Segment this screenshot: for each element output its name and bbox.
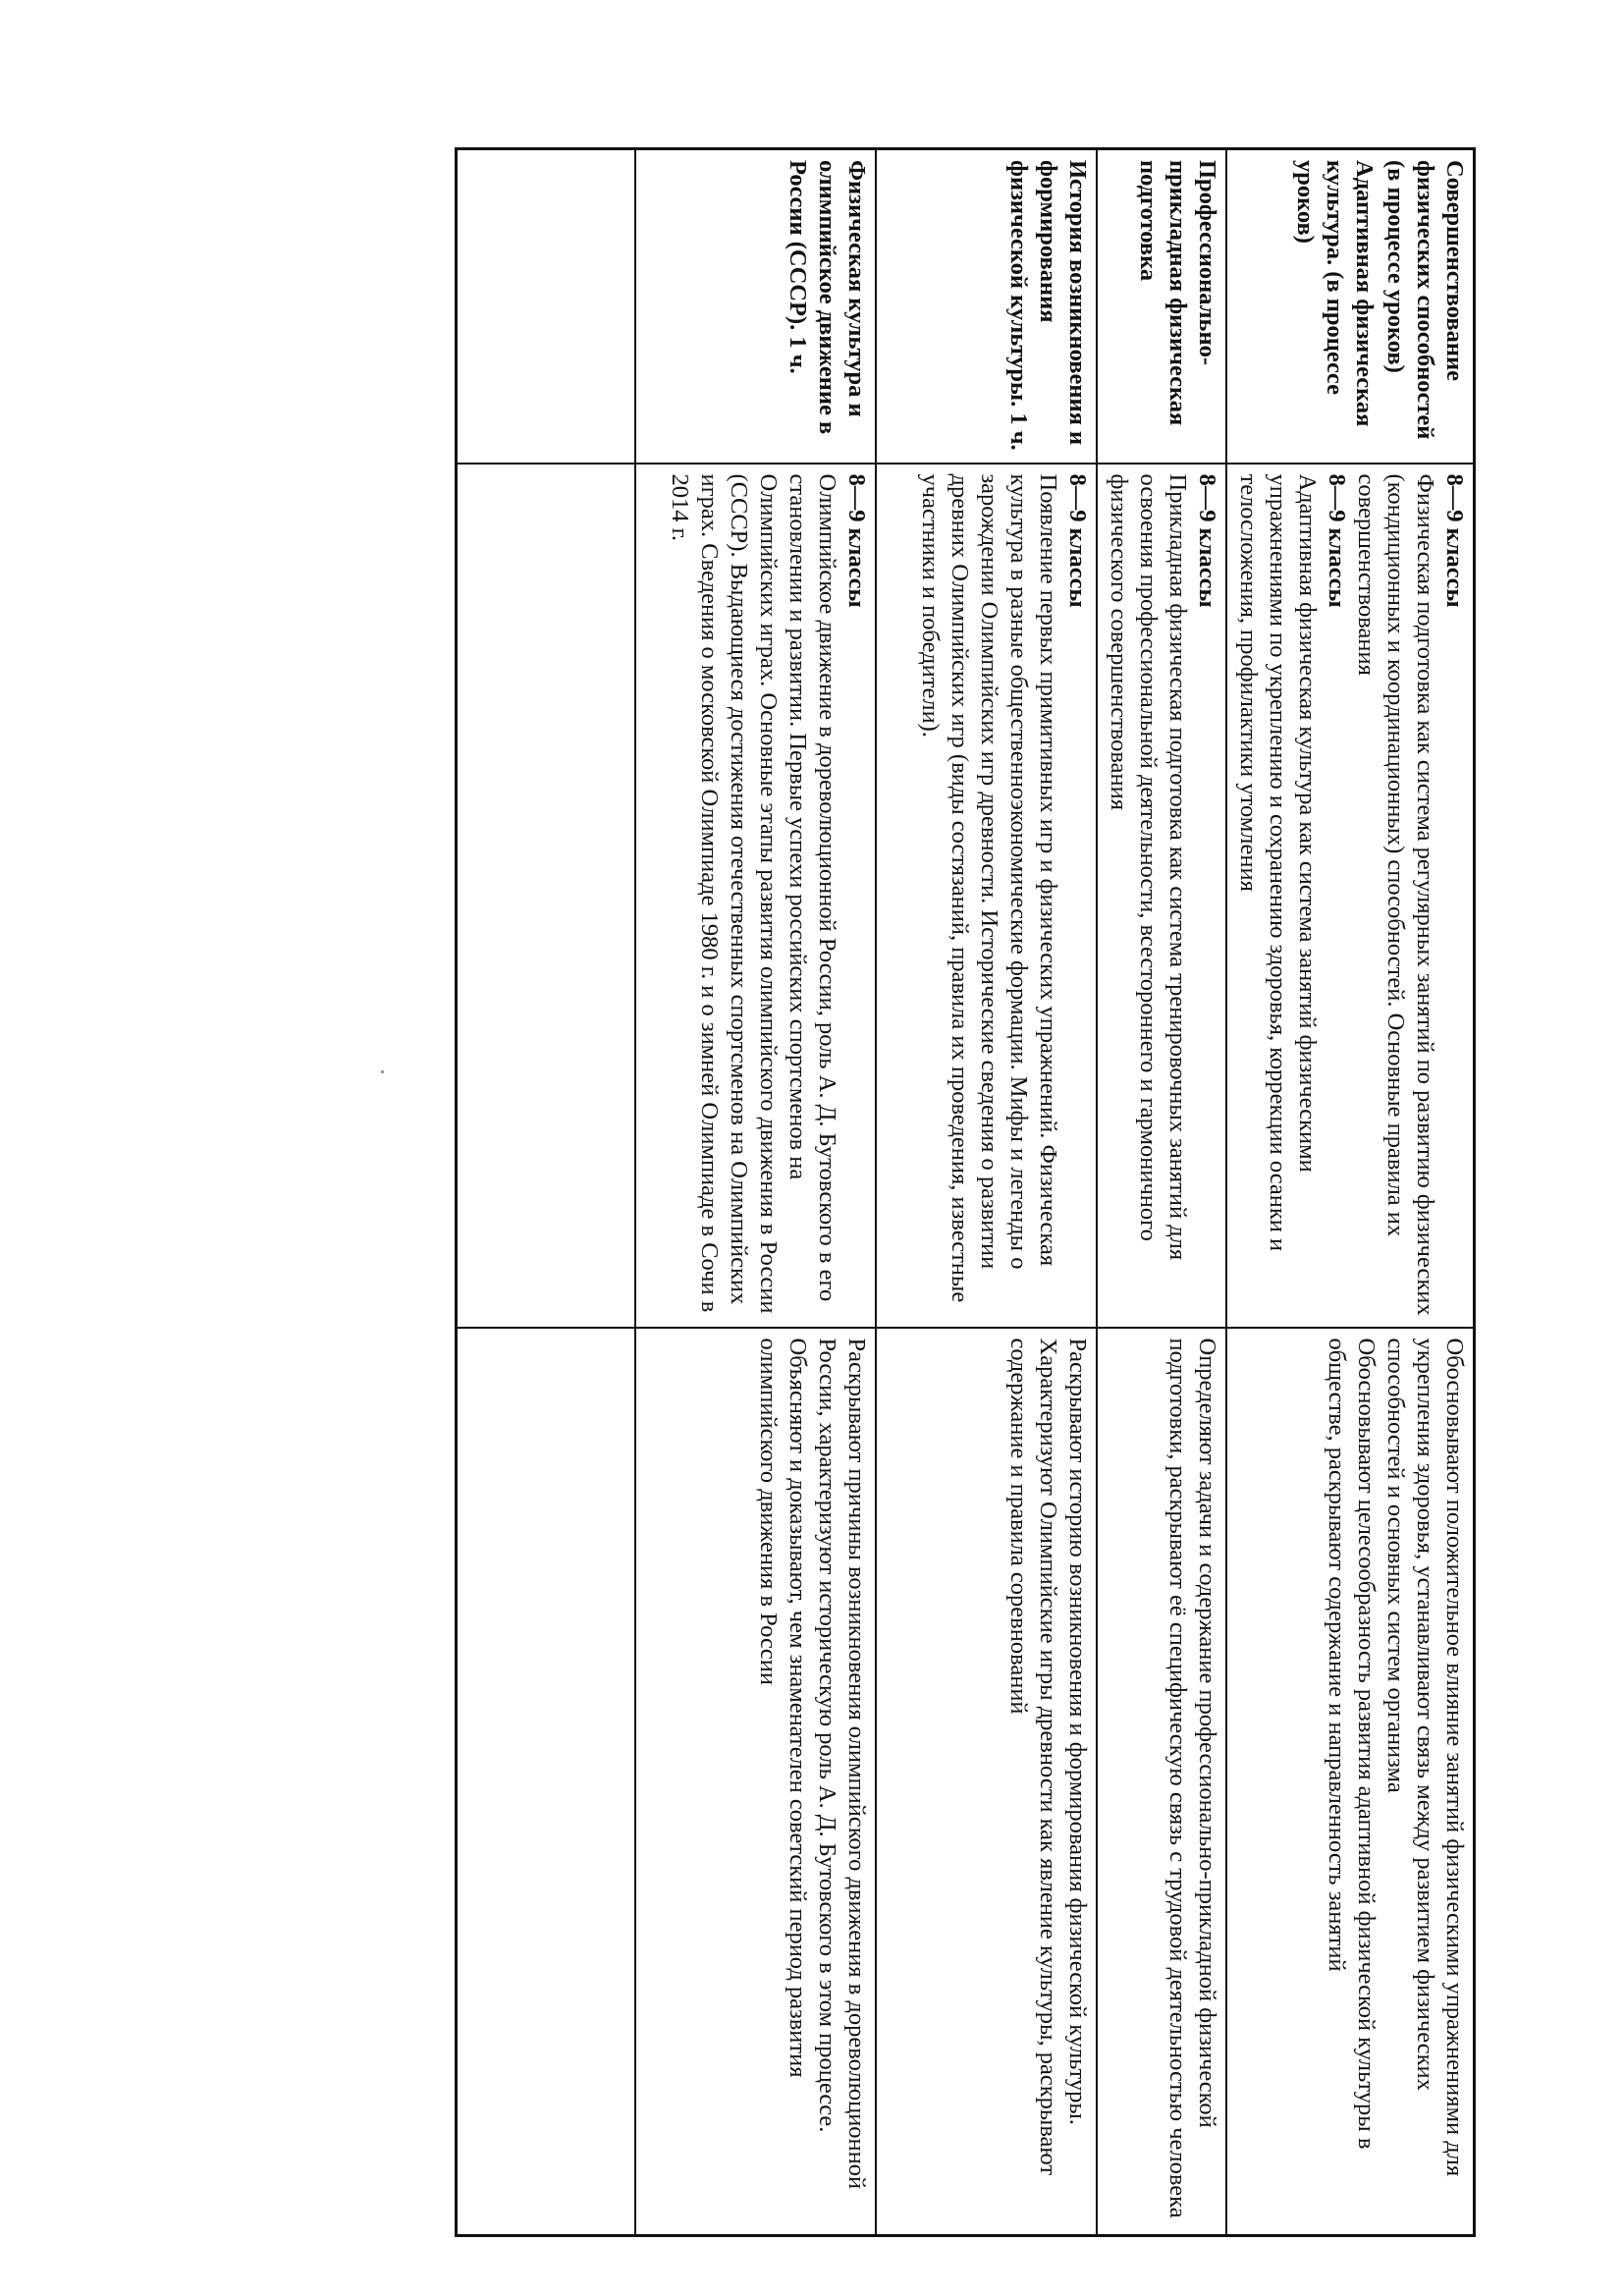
topic-cell-empty — [457, 149, 636, 464]
topic-cell — [876, 149, 1097, 464]
activity-cell — [1097, 1328, 1226, 2236]
activity-cell — [876, 1328, 1097, 2236]
topic-cell — [635, 149, 876, 464]
content-cell — [1226, 464, 1475, 1328]
table-row — [1097, 149, 1226, 2236]
activity-text: Раскрывают причины возникновения олимпийского движения в дореволюционной России, характеризуют историческую роль А. Д. Бутовского в этом процессе. Объясняют и доказывают, чем знаменателен советский период развития олимпийского движения в России — [755, 1338, 870, 2190]
scan-speck — [381, 1070, 384, 1073]
table-row — [635, 149, 876, 2236]
topic-title: История возникновения и формирования физической культуры. 1 ч. — [1005, 160, 1091, 451]
content-cell — [876, 464, 1097, 1328]
grade-label: 8—9 классы — [1324, 473, 1350, 608]
activity-cell — [1226, 1328, 1475, 2236]
content-text: Прикладная физическая подготовка как система тренировочных занятий для освоения профессиональной деятельности, всестороннего и гармоничного физического совершенствования — [1106, 473, 1191, 1261]
topic-title: Совершенствование физических способностей (в процессе уроков) — [1382, 160, 1468, 440]
grade-label: 8—9 классы — [1064, 473, 1091, 608]
activity-text: Определяют задачи и содержание профессионально-прикладной физической подготовки, раскрывают её специфическую связь с трудовой деятельностью человека — [1164, 1338, 1220, 2218]
topic-title: Адаптивная физическая культура. (в процессе уроков) — [1292, 160, 1378, 427]
activity-text: Характеризуют Олимпийские игры древности как явление культуры, раскрывают содержание и правила соревнований — [1005, 1338, 1061, 2176]
table-row — [1226, 149, 1475, 2236]
content-cell-empty — [457, 464, 636, 1328]
content-text: Адаптивная физическая культура как система занятий физическими упражнениями по укреплению и сохранению здоровья, коррекции осанки и телосложения, профилактики утомления — [1235, 473, 1321, 1252]
content-cell — [635, 464, 876, 1328]
grade-label: 8—9 классы — [843, 473, 870, 608]
content-text: Появление первых примитивных игр и физических упражнений. Физическая культура в разные общественноэкономические формации. Мифы и легенды о зарождении Олимпийских игр древности. Исторические сведения о развитии древних Олимпийских игр (виды состязаний, правила их проведения, известные участники и победители). — [917, 473, 1061, 1303]
topic-cell — [1226, 149, 1475, 464]
topic-cell — [1097, 149, 1226, 464]
content-cell — [1097, 464, 1226, 1328]
content-text: Физическая подготовка как система регулярных занятий по развитию физических (кондиционных и координационных) способностей. Основные правила их совершенствования — [1353, 473, 1438, 1316]
activity-text: Раскрывают историю возникновения и формирования физической культуры. — [1064, 1338, 1091, 2125]
activity-text: Обосновывают положительное влияние занятий физическими упражнениями для укрепления здоровья, устанавливают связь между развитием физических способностей и основных систем организма — [1382, 1338, 1468, 2177]
table-row-empty — [457, 149, 636, 2236]
rotated-page-sheet — [455, 147, 1476, 2234]
table-row — [876, 149, 1097, 2236]
topic-title: Профессионально-прикладная физическая подготовка — [1135, 160, 1220, 426]
grade-label: 8—9 классы — [1194, 473, 1220, 608]
content-text: Олимпийское движение в дореволюционной России, роль А. Д. Бутовского в его становлении и развитии. Первые успехи российских спортсменов на Олимпийских играх. Основные этапы развития олимпийского движения в России (СССР). Выдающиеся достижения отечественных спортсменов на Олимпийских играх. Сведения о московской Олимпиаде 1980 г. и о зимней Олимпиаде в Сочи в 2014 г. — [667, 473, 840, 1314]
curriculum-table — [455, 147, 1476, 2237]
topic-title: Физическая культура и олимпийское движение в России (СССР). 1 ч. — [784, 160, 870, 435]
activity-text: Обосновывают целесообразность развития адаптивной физической культуры в обществе, раскрывают содержание и направленность занятий — [1324, 1338, 1380, 2150]
grade-label: 8—9 классы — [1441, 473, 1468, 608]
activity-cell-empty — [457, 1328, 636, 2236]
activity-cell — [635, 1328, 876, 2236]
